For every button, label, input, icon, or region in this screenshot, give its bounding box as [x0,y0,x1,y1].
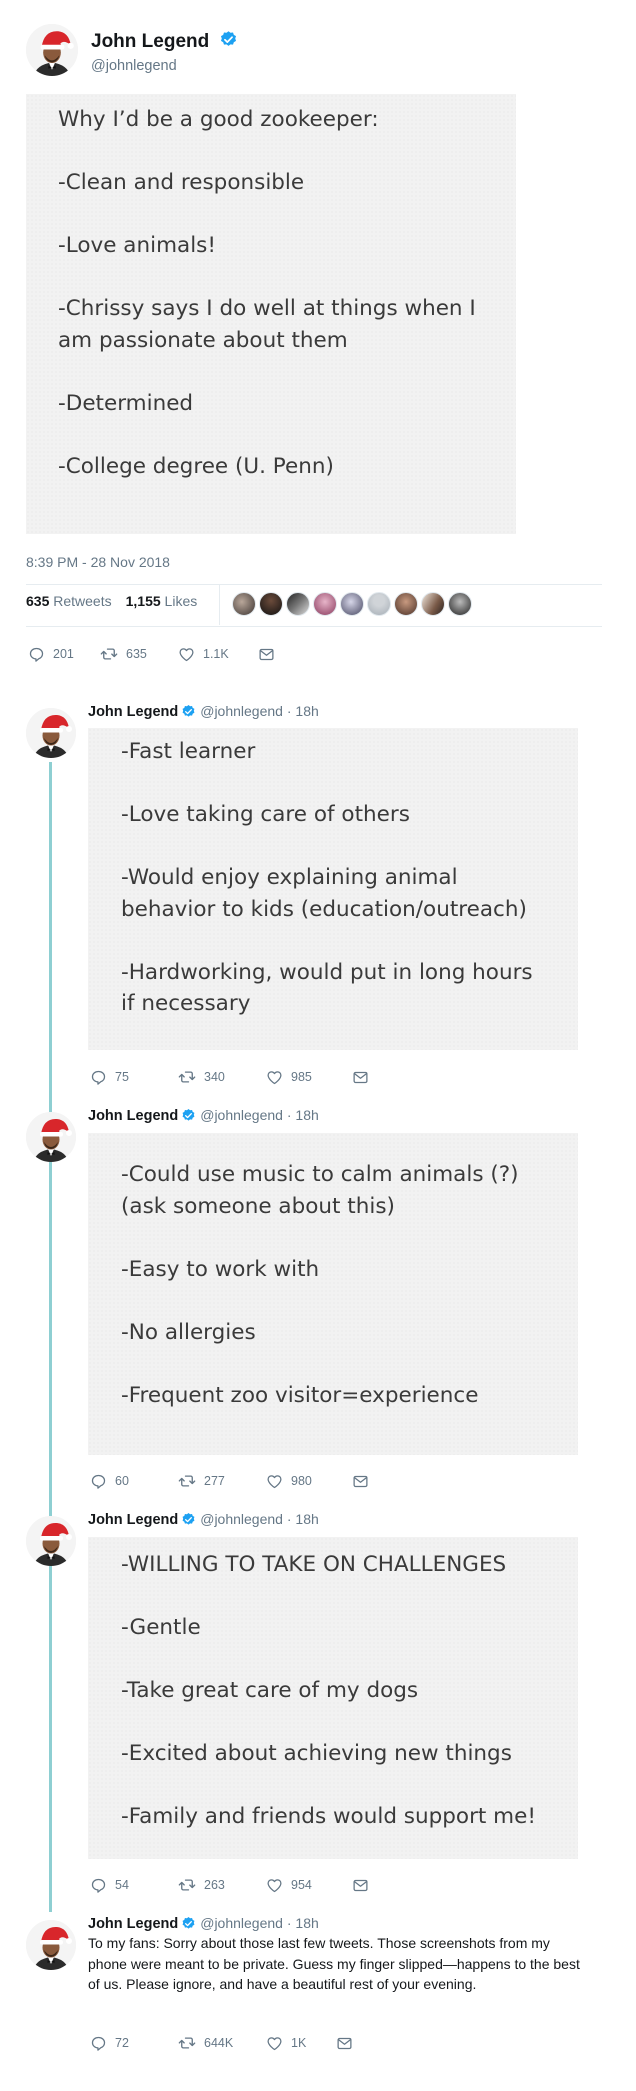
retweet-count: 644K [204,2036,234,2050]
notes-text: -Fast learner -Love taking care of others -Would enjoy explaining animal behavior to kids (education/outreach) -Hardworking, would put in long hours if necessary [121,739,533,1016]
verified-badge-icon [181,1108,196,1123]
retweet-button[interactable] [100,645,178,663]
retweet-count: 263 [204,1878,225,1892]
thread-connector [49,762,52,1912]
tweet-time[interactable]: 18h [295,1915,319,1931]
author-handle[interactable]: @johnlegend [91,58,177,74]
tweet-actions [90,2034,361,2052]
notes-text: Why I’d be a good zookeeper: -Clean and responsible -Love animals! -Chrissy says I do well at things when I am passionate about them -Determined -College degree (U. Penn) [58,107,476,479]
author-handle[interactable]: @johnlegend [200,1107,283,1123]
tweet-header [88,703,319,720]
retweet-count: 635 [126,647,147,661]
notes-screenshot[interactable] [88,728,578,1050]
heart-icon [266,2035,283,2052]
tweet-header [88,1107,319,1124]
tweet-header [88,1915,319,1932]
author-avatar[interactable] [26,708,76,758]
envelope-icon [336,2035,353,2052]
envelope-icon [258,646,275,663]
retweet-icon [178,2034,196,2052]
liker-avatar[interactable] [286,592,310,616]
like-button[interactable] [266,1473,352,1490]
like-button[interactable] [178,646,258,663]
time-separator: · [286,1511,292,1527]
direct-message-button[interactable] [352,1069,377,1086]
likes-stat[interactable]: 1,155 Likes [125,593,198,609]
reply-count: 75 [115,1070,129,1084]
envelope-icon [352,1069,369,1086]
liker-avatar[interactable] [232,592,256,616]
liker-avatar[interactable] [259,592,283,616]
heart-icon [266,1069,283,1086]
verified-badge-icon [181,1916,196,1931]
heart-icon [178,646,195,663]
time-separator: · [286,1915,292,1931]
reply-icon [90,1877,107,1894]
reply-icon [90,2035,107,2052]
reply-count: 60 [115,1474,129,1488]
verified-badge-icon [181,704,196,719]
retweet-icon [178,1472,196,1490]
retweet-count: 277 [204,1474,225,1488]
tweet-actions [90,1472,377,1490]
divider [26,626,602,627]
stats-separator [219,585,220,625]
tweet-text: To my fans: Sorry about those last few tweets. Those screenshots from my phone were meant to be private. Guess my finger slipped—happens to the best of us. Please ignore, and have a beautiful rest of your evening. [88,1935,580,1992]
author-name-text[interactable]: John Legend [91,31,210,52]
author-name[interactable] [91,31,238,53]
heart-icon [266,1473,283,1490]
author-handle[interactable]: @johnlegend [200,703,283,719]
notes-screenshot [26,94,516,534]
liker-avatar[interactable] [340,592,364,616]
reply-count: 72 [115,2036,129,2050]
tweet-time[interactable]: 18h [295,703,319,719]
reply-button[interactable] [90,1473,178,1490]
author-name[interactable]: John Legend [88,1916,179,1932]
like-count: 954 [291,1878,312,1892]
tweet-actions [90,1876,377,1894]
reply-icon [90,1069,107,1086]
tweet-actions [90,1068,377,1086]
author-name[interactable]: John Legend [88,1108,179,1124]
verified-badge-icon [181,1512,196,1527]
reply-count: 201 [53,647,74,661]
direct-message-button[interactable] [258,646,283,663]
author-avatar[interactable] [26,1112,76,1162]
notes-text: -Could use music to calm animals (?) (ask someone about this) -Easy to work with -No allergies -Frequent zoo visitor=experience [121,1162,519,1408]
retweet-button[interactable] [178,1068,266,1086]
liker-avatar[interactable] [394,592,418,616]
author-avatar[interactable] [26,1920,76,1970]
liker-avatar[interactable] [421,592,445,616]
direct-message-button[interactable] [336,2035,361,2052]
notes-screenshot[interactable] [88,1537,578,1859]
reply-button[interactable] [28,646,100,663]
divider [26,584,602,585]
retweet-icon [178,1876,196,1894]
author-handle[interactable]: @johnlegend [200,1915,283,1931]
tweet-header [88,1511,319,1528]
author-name[interactable]: John Legend [88,704,179,720]
retweet-button[interactable] [178,1472,266,1490]
liker-avatars[interactable] [232,592,475,616]
author-avatar[interactable] [26,1516,76,1566]
author-handle[interactable]: @johnlegend [200,1511,283,1527]
reply-button[interactable] [90,1877,178,1894]
liker-avatar[interactable] [313,592,337,616]
retweet-count: 340 [204,1070,225,1084]
like-count: 985 [291,1070,312,1084]
retweet-button[interactable] [178,2034,266,2052]
tweet-time[interactable]: 18h [295,1107,319,1123]
direct-message-button[interactable] [352,1877,377,1894]
retweet-icon [100,645,118,663]
engagement-stats [26,593,197,609]
like-count: 1K [291,2036,307,2050]
tweet-timestamp[interactable]: 8:39 PM - 28 Nov 2018 [26,554,170,570]
reply-button[interactable] [90,2035,178,2052]
time-separator: · [286,703,292,719]
direct-message-button[interactable] [352,1473,377,1490]
envelope-icon [352,1473,369,1490]
retweet-icon [178,1068,196,1086]
verified-badge-icon [219,30,238,49]
retweets-stat[interactable]: 635 Retweets [26,593,112,609]
reply-icon [28,646,45,663]
like-button[interactable] [266,2035,336,2052]
reply-button[interactable] [90,1069,178,1086]
envelope-icon [352,1877,369,1894]
reply-count: 54 [115,1878,129,1892]
like-count: 1.1K [203,647,229,661]
tweet-time[interactable]: 18h [295,1511,319,1527]
liker-avatar[interactable] [448,592,472,616]
author-avatar[interactable] [26,24,78,76]
heart-icon [266,1877,283,1894]
like-count: 980 [291,1474,312,1488]
notes-screenshot[interactable] [88,1133,578,1455]
time-separator: · [286,1107,292,1123]
main-tweet-actions [28,645,283,663]
retweet-button[interactable] [178,1876,266,1894]
like-button[interactable] [266,1877,352,1894]
like-button[interactable] [266,1069,352,1086]
liker-avatar[interactable] [367,592,391,616]
reply-icon [90,1473,107,1490]
notes-text: -WILLING TO TAKE ON CHALLENGES -Gentle -Take great care of my dogs -Excited about achieving new things -Family and friends would support me! [121,1552,536,1829]
author-name[interactable]: John Legend [88,1512,179,1528]
